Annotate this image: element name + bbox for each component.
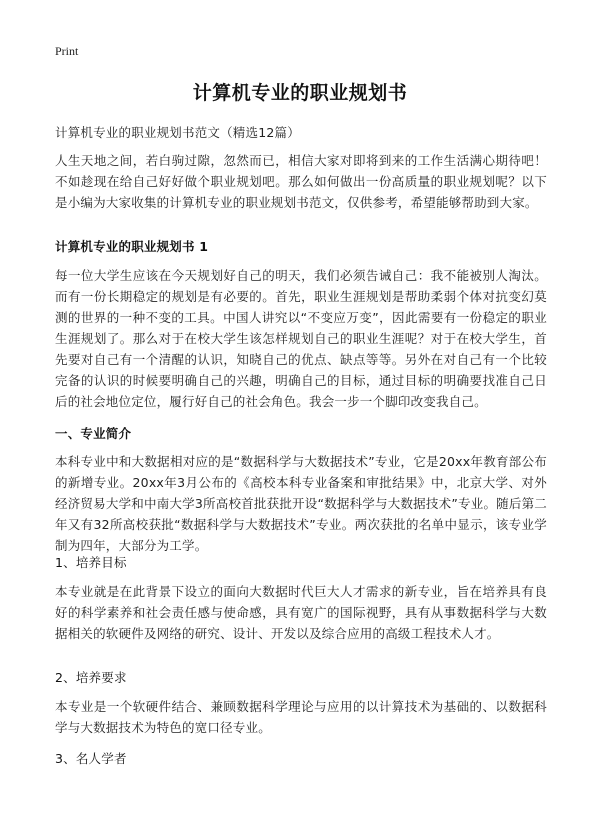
- section-heading-scholars: 3、名人学者: [55, 751, 127, 766]
- section-heading-plan-1: 计算机专业的职业规划书 1: [55, 239, 209, 254]
- section-paragraph-training-requirements: 本专业是一个软硬件结合、兼顾数据科学理论与应用的以计算技术为基础的、以数据科学与大数据技术为特色的宽口径专业。: [55, 699, 547, 735]
- document-title: 计算机专业的职业规划书: [192, 82, 408, 104]
- section-heading-major-intro: 一、专业简介: [55, 426, 132, 441]
- section-heading-training-requirements: 2、培养要求: [55, 670, 127, 685]
- print-link[interactable]: Print: [55, 44, 79, 58]
- document-subtitle: 计算机专业的职业规划书范文（精选12篇）: [55, 125, 300, 140]
- section-paragraph-major-intro: 本科专业中和大数据相对应的是“数据科学与大数据技术”专业，它是20xx年教育部公布的新增专业。20xx年3月公布的《高校本科专业备案和审批结果》中，北京大学、对外经济贸易大学和中南大学3所高校首批获批开设“数据科学与大数据技术”专业。随后第二年又有32所高校获批“数据科学与大数据技术”专业。两次获批的名单中显示，该专业学制为四年，大部分为工学。: [55, 454, 547, 553]
- section-paragraph-plan-1: 每一位大学生应该在今天规划好自己的明天，我们必须告诫自己：我不能被别人淘汰。而有一份长期稳定的规划是有必要的。首先，职业生涯规划是帮助柔弱个体对抗变幻莫测的世界的一种不变的工具。中国人讲究以“不变应万变”，因此需要有一份稳定的职业生涯规划了。那么对于在校大学生该怎样规划自己的职业生涯呢？对于在校大学生，首先要对自己有一个清醒的认识，知晓自己的优点、缺点等等。另外在对自己有一个比较完备的认识的时候要明确自己的兴趣，明确自己的目标，通过目标的明确要找准自己日后的社会地位定位，履行好自己的社会角色。我会一步一个脚印改变我自己。: [55, 268, 547, 409]
- intro-paragraph: 人生天地之间，若白驹过隙，忽然而已，相信大家对即将到来的工作生活满心期待吧！不如趁现在给自己好好做个职业规划吧。那么如何做出一份高质量的职业规划呢？以下是小编为大家收集的计算机专业的职业规划书范文，仅供参考，希望能够帮助到大家。: [55, 153, 547, 210]
- section-paragraph-training-goal: 本专业就是在此背景下设立的面向大数据时代巨大人才需求的新专业，旨在培养具有良好的科学素养和社会责任感与使命感，具有宽广的国际视野，具有从事数据科学与大数据相关的软硬件及网络的研究、设计、开发以及综合应用的高级工程技术人才。: [55, 584, 547, 641]
- section-heading-training-goal: 1、培养目标: [55, 555, 127, 570]
